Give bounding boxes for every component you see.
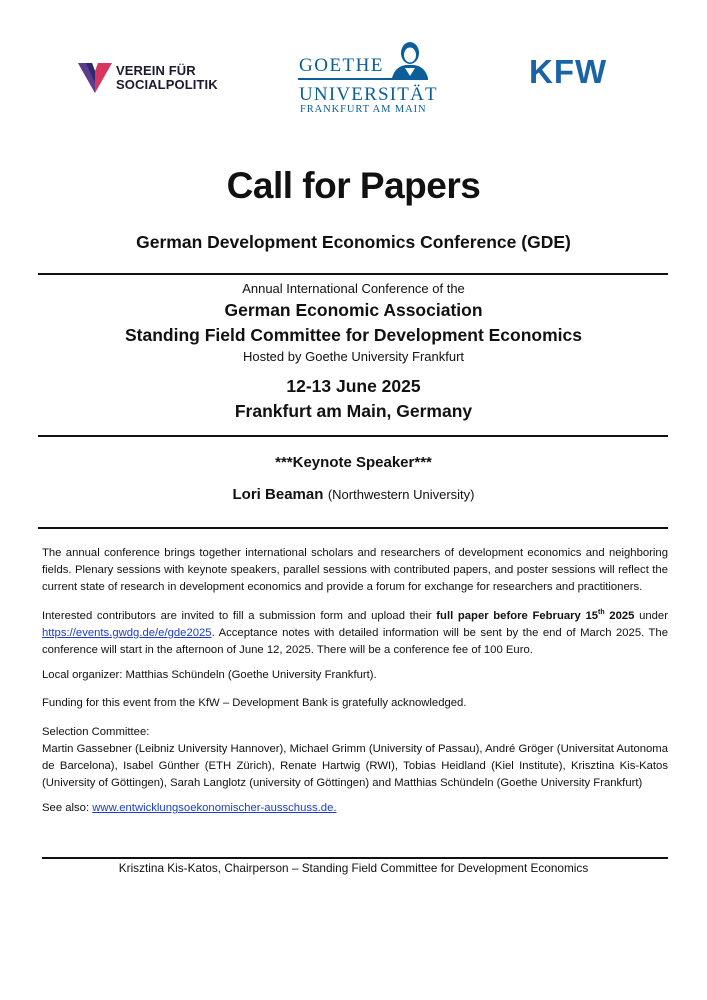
vfs-logo bbox=[78, 60, 218, 96]
see-also-label: See also: bbox=[42, 802, 93, 814]
keynote-affiliation: (Northwestern University) bbox=[327, 487, 475, 502]
committee-heading: Selection Committee: bbox=[42, 726, 150, 738]
goethe-rule bbox=[298, 78, 428, 80]
see-also-text bbox=[42, 800, 668, 817]
goethe-portrait-icon bbox=[388, 40, 432, 78]
keynote-name: Lori Beaman bbox=[232, 486, 324, 503]
intro-paragraph bbox=[42, 545, 668, 596]
funding-text: Funding for this event from the KfW – Development Bank is gratefully acknowledged. bbox=[42, 697, 467, 709]
submission-post: . Acceptance notes with detailed information will be sent by the end of March 2025. The conference will start in the afternoon of June 12, 2025. There will be a conference fee of 100 Euro. bbox=[42, 626, 668, 656]
goethe-logo bbox=[296, 40, 436, 114]
submission-paragraph bbox=[42, 604, 668, 659]
organizer-paragraph bbox=[42, 667, 668, 684]
conference-date: 12-13 June 2025 bbox=[286, 376, 421, 396]
submission-deadline bbox=[436, 610, 634, 622]
conference-subtitle: German Development Economics Conference (GDE) bbox=[136, 232, 571, 252]
deadline-sup: th bbox=[598, 609, 605, 616]
submission-link[interactable]: https://events.gwdg.de/e/gde2025 bbox=[42, 626, 212, 639]
goethe-line-3: FRANKFURT AM MAIN bbox=[300, 104, 427, 115]
goethe-line-2: UNIVERSITÄT bbox=[299, 84, 438, 105]
deadline-text: full paper before February 15 bbox=[436, 609, 599, 622]
conference-location: Frankfurt am Main, Germany bbox=[234, 401, 473, 421]
footer-text: Krisztina Kis-Katos, Chairperson – Standing Field Committee for Development Economics bbox=[118, 861, 589, 875]
committee-paragraph bbox=[42, 724, 668, 792]
divider-3 bbox=[38, 527, 668, 529]
committee-line: Standing Field Committee for Development Economics bbox=[124, 325, 582, 345]
see-also-paragraph bbox=[42, 800, 668, 817]
goethe-line-1: GOETHE bbox=[299, 55, 384, 76]
annual-line: Annual International Conference of the bbox=[242, 281, 465, 296]
committee-members: Martin Gassebner (Leibniz University Hannover), Michael Grimm (University of Passau), André Gröger (Universitat Autonoma de Barcelona), Isabel Günther (ETH Zürich), Renate Hartwig (RWI), Tobias Heidland (Kiel Institute), Krisztina Kis-Katos (University of Göttingen), Sarah Langlotz (university of Göttingen) and Matthias Schündeln (Goethe University Frankfurt) bbox=[42, 743, 668, 789]
vfs-logo-text bbox=[116, 64, 218, 92]
vfs-v-icon bbox=[78, 63, 112, 93]
submission-text bbox=[42, 604, 668, 659]
vfs-line-1: VEREIN FÜR bbox=[116, 63, 196, 78]
page-title: Call for Papers bbox=[226, 165, 481, 206]
vfs-line-2: SOCIALPOLITIK bbox=[116, 77, 218, 92]
deadline-year: 2025 bbox=[604, 609, 635, 622]
divider-2 bbox=[38, 435, 668, 437]
intro-text: The annual conference brings together international scholars and researchers of development economics and neighboring fields. Plenary sessions with keynote speakers, parallel sessions with contributed papers, and poster sessions will reflect the current state of research in development economics and provide a forum for exchange for researchers and practitioners. bbox=[42, 547, 668, 593]
organizer-text: Local organizer: Matthias Schündeln (Goethe University Frankfurt). bbox=[42, 669, 377, 681]
footer-divider bbox=[42, 857, 668, 859]
hosted-line: Hosted by Goethe University Frankfurt bbox=[242, 349, 465, 364]
association-line: German Economic Association bbox=[224, 300, 483, 320]
submission-pre: Interested contributors are invited to fill a submission form and upload their bbox=[42, 609, 437, 622]
funding-paragraph bbox=[42, 695, 668, 712]
submission-under: under bbox=[634, 609, 668, 622]
keynote-heading: ***Keynote Speaker*** bbox=[275, 454, 432, 471]
keynote-speaker bbox=[0, 486, 707, 504]
kfw-logo: KFW bbox=[529, 53, 608, 90]
see-also-link[interactable]: www.entwicklungsoekonomischer-ausschuss.de. bbox=[92, 802, 337, 814]
divider-1 bbox=[38, 273, 668, 275]
